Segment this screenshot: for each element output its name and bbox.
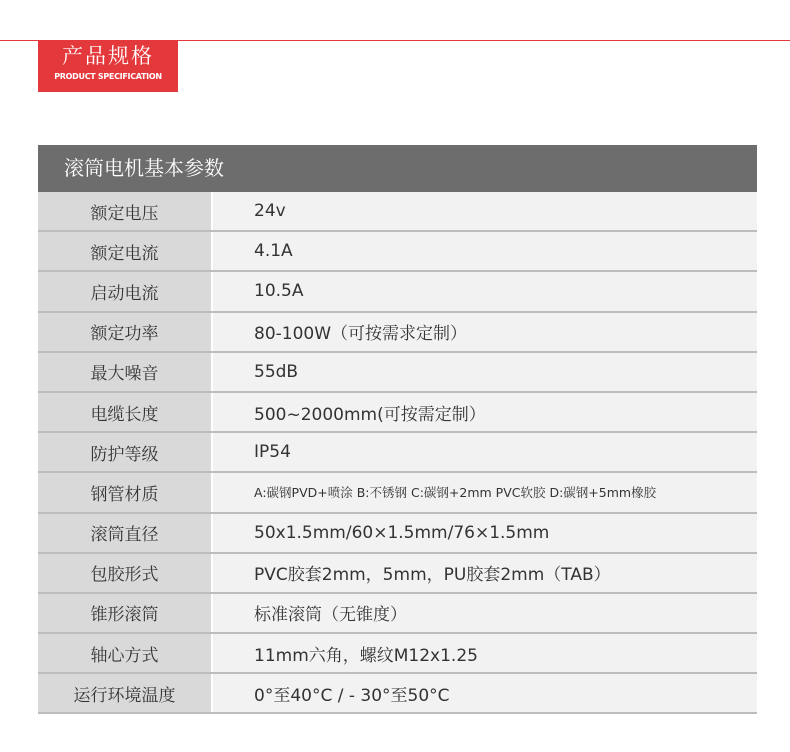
table-row-cable-length — [38, 393, 757, 433]
row-label: 电缆长度 — [38, 393, 213, 431]
row-label: 运行环境温度 — [38, 674, 213, 712]
row-value: 10.5A — [254, 281, 304, 302]
row-value: 11mm六角，螺纹M12x1.25 — [254, 645, 478, 666]
table-row-operating-temperature — [38, 674, 757, 714]
row-value: IP54 — [254, 442, 291, 463]
table-row-shaft-type — [38, 634, 757, 674]
row-label: 最大噪音 — [38, 353, 213, 391]
row-label: 钢管材质 — [38, 473, 213, 511]
spec-table — [38, 145, 757, 714]
row-value: 500~2000mm(可按需定制） — [254, 404, 486, 425]
spec-table-header: 滚筒电机基本参数 — [38, 145, 757, 192]
row-label: 包胶形式 — [38, 554, 213, 592]
row-label: 启动电流 — [38, 272, 213, 310]
row-label: 滚筒直径 — [38, 514, 213, 552]
table-row-roller-diameter — [38, 514, 757, 554]
table-row-rated-current — [38, 232, 757, 272]
section-badge — [38, 40, 178, 92]
row-value: 0°至40°C / - 30°至50°C — [254, 685, 450, 706]
table-row-max-noise — [38, 353, 757, 393]
row-value: 24v — [254, 201, 286, 222]
row-value: 4.1A — [254, 241, 293, 262]
table-row-tube-material — [38, 473, 757, 513]
row-value: 标准滚筒（无锥度） — [254, 605, 407, 626]
table-row-rated-power — [38, 313, 757, 353]
row-value: 80-100W（可按需求定制） — [254, 324, 468, 345]
row-value: A:碳钢PVD+喷涂 B:不锈钢 C:碳钢+2mm PVC软胶 D:碳钢+5mm橡胶 — [254, 485, 657, 501]
table-row-protection-rating — [38, 433, 757, 473]
section-title-en: PRODUCT SPECIFICATION — [54, 72, 162, 81]
row-label: 防护等级 — [38, 433, 213, 471]
row-label: 轴心方式 — [38, 634, 213, 672]
row-value: 55dB — [254, 361, 299, 382]
row-label: 额定电压 — [38, 192, 213, 230]
row-label: 额定功率 — [38, 313, 213, 351]
row-label: 锥形滚筒 — [38, 594, 213, 632]
row-value: PVC胶套2mm，5mm，PU胶套2mm（TAB） — [254, 565, 611, 586]
table-row-lagging-type — [38, 554, 757, 594]
row-value: 50x1.5mm/60×1.5mm/76×1.5mm — [254, 522, 550, 543]
row-label: 额定电流 — [38, 232, 213, 270]
table-row-rated-voltage — [38, 192, 757, 232]
section-title-cn: 产品规格 — [62, 44, 154, 68]
table-row-start-current — [38, 272, 757, 312]
table-row-tapered-roller — [38, 594, 757, 634]
